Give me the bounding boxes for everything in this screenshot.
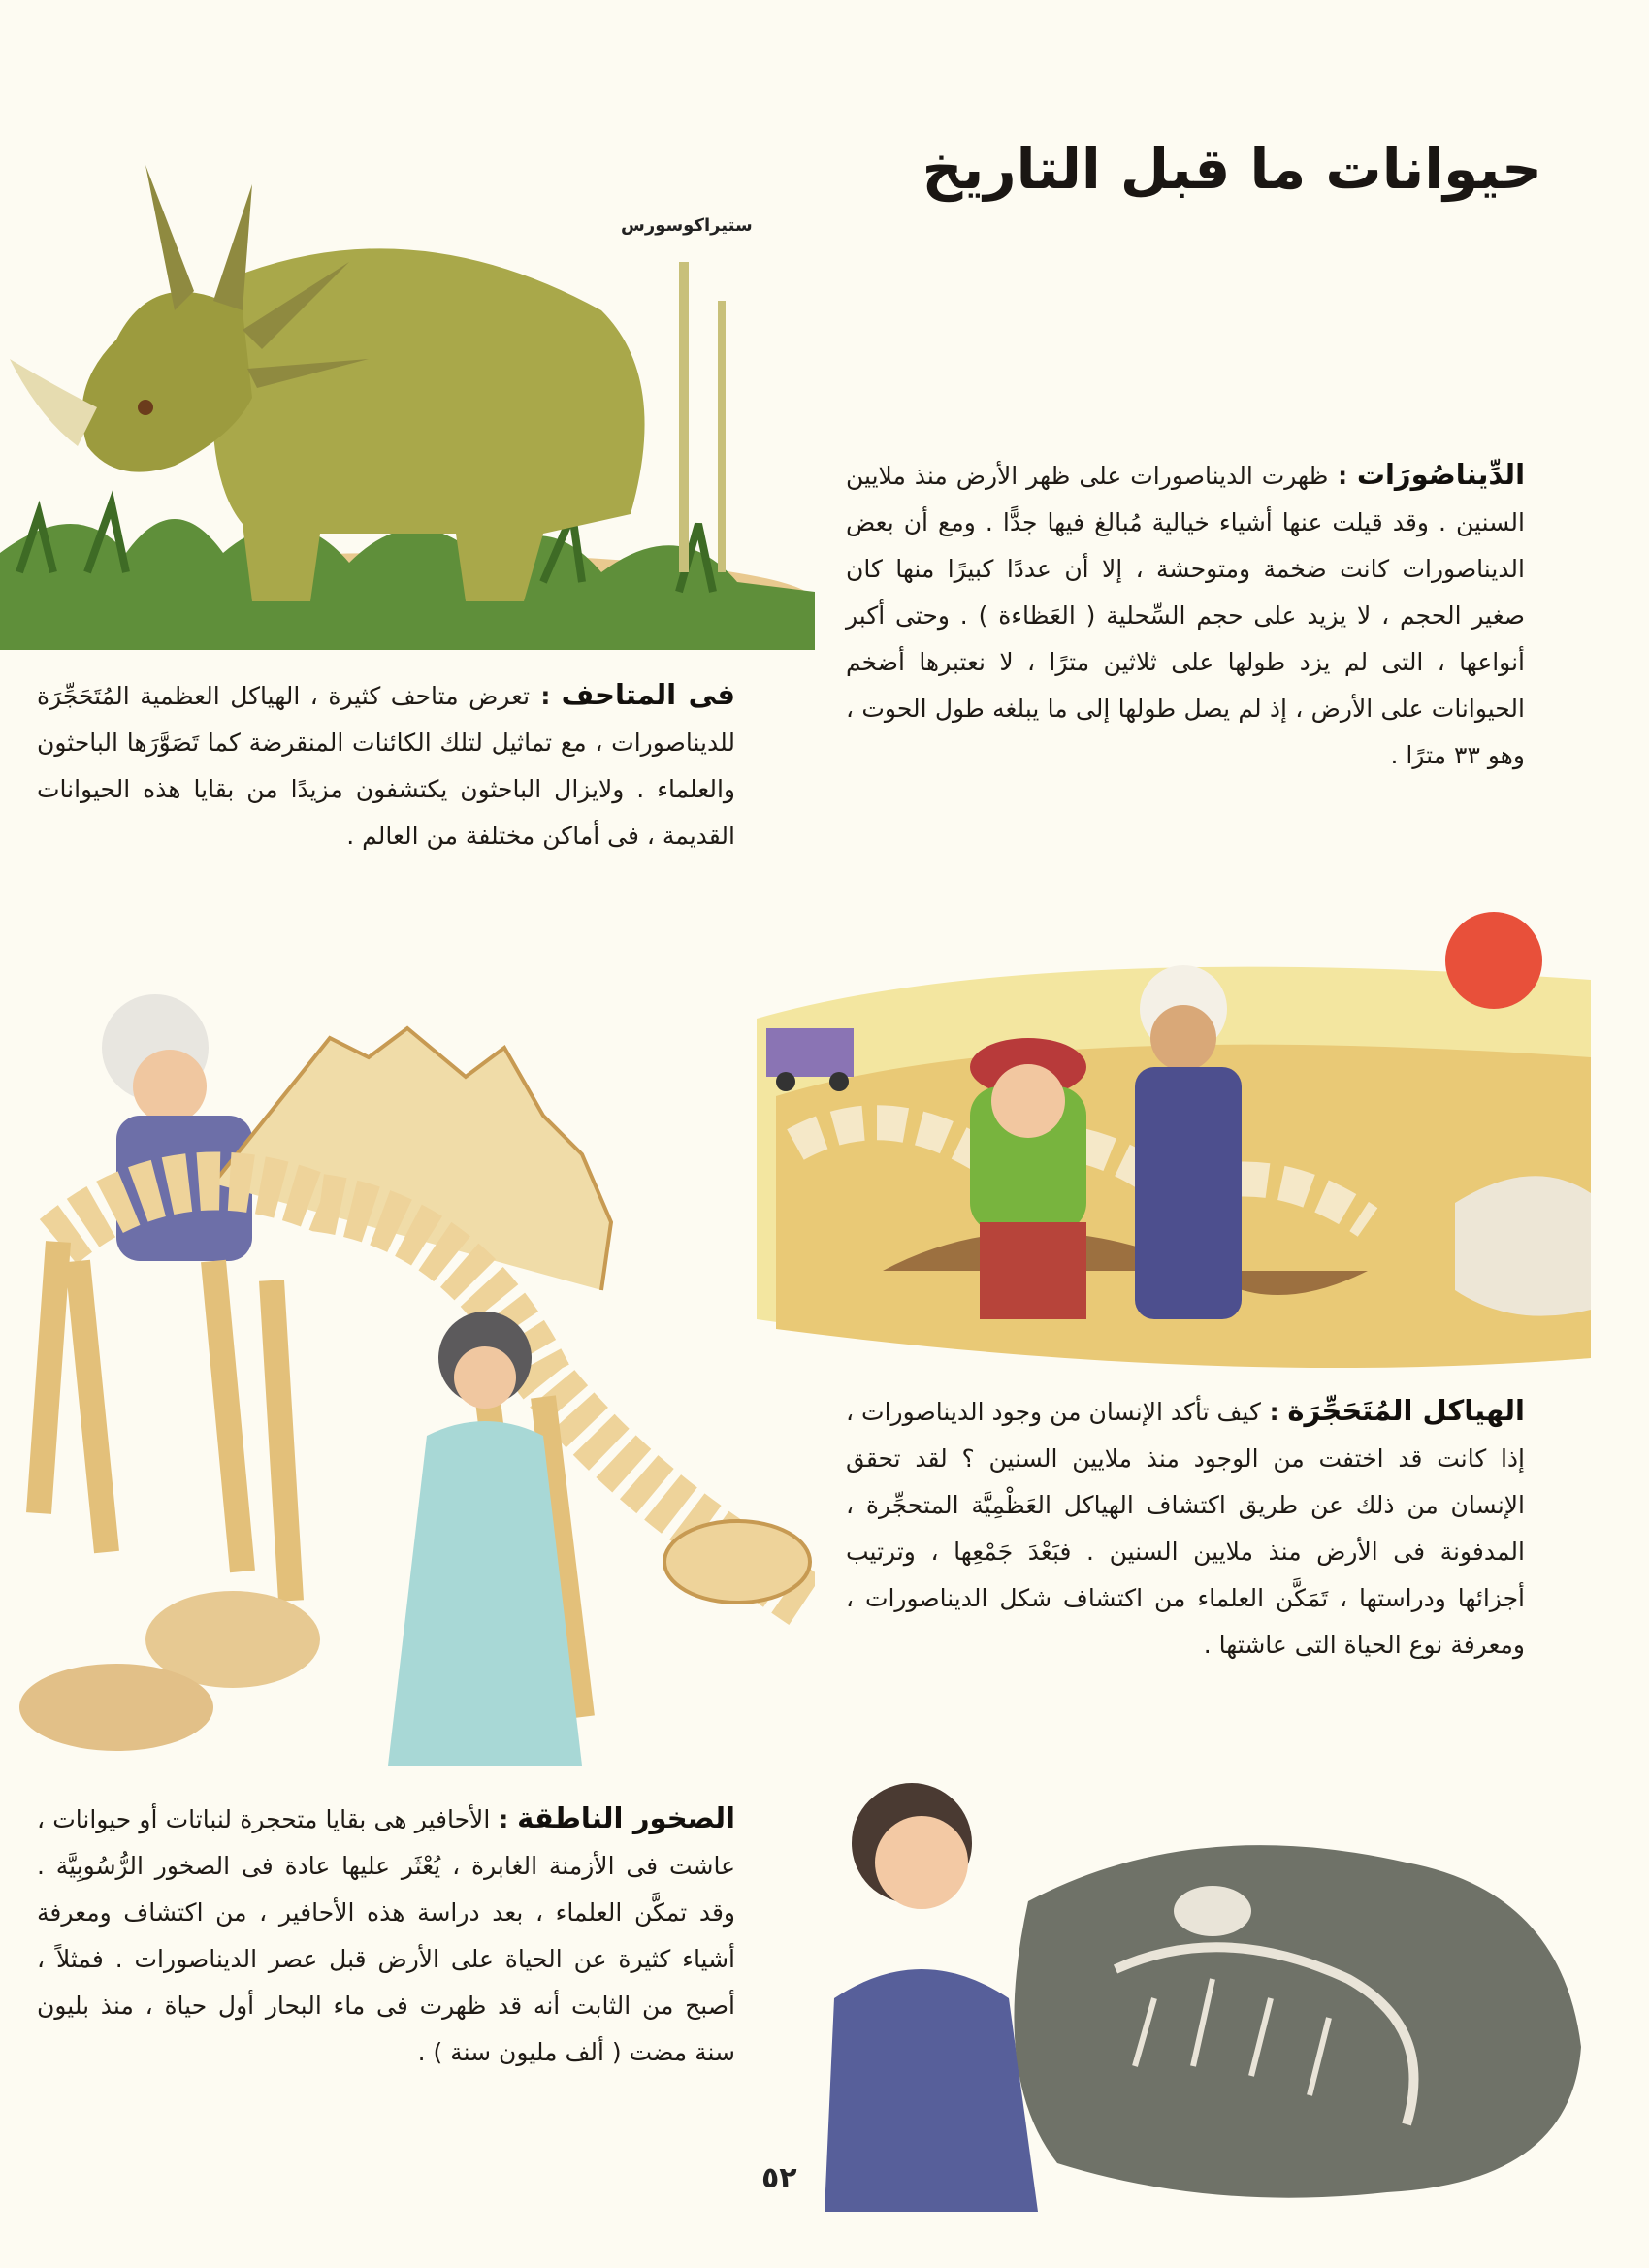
- section-body-fossil-skeletons: كيف تأكد الإنسان من وجود الديناصورات ، إذا كانت قد اختفت من الوجود منذ ملايين السنين ؟ لقد تحقق الإنسان من ذلك عن طريق اكتشاف الهياكل العَظْمِيَّة المتحجِّرة ، المدفونة فى الأرض منذ ملايين السنين . فبَعْدَ جَمْعِها ، وترتيب أجزائها ودراستها ، تَمَكَّن العلماء من اكتشاف شكل الديناصورات ، ومعرفة نوع الحياة التى عاشتها .: [846, 1398, 1525, 1659]
- page-title: حيوانات ما قبل التاريخ: [922, 136, 1542, 202]
- section-heading-speaking-rocks: الصخور الناطقة: [517, 1801, 736, 1834]
- section-museums: [37, 671, 735, 859]
- section-heading-dinosaurs: الدِّيناصُورَات: [1356, 458, 1526, 491]
- section-speaking-rocks: [37, 1795, 735, 2076]
- section-fossil-skeletons: [846, 1387, 1525, 1669]
- section-heading-museums: فى المتاحف: [561, 678, 735, 711]
- heading-colon: :: [490, 1805, 518, 1833]
- fossil-stone-illustration: [805, 1756, 1610, 2212]
- excavation-illustration: [737, 902, 1610, 1387]
- section-heading-fossil-skeletons: الهياكل المُتَحَجِّرَة: [1287, 1394, 1525, 1427]
- museum-skeleton-illustration: [0, 970, 815, 1785]
- heading-colon: :: [1260, 1398, 1288, 1426]
- section-body-speaking-rocks: الأحافير هى بقايا متحجرة لنباتات أو حيوانات ، عاشت فى الأزمنة الغابرة ، يُعْثَر عليها عادة فى الصخور الرُّسُوبِيَّة . وقد تمكَّن العلماء ، بعد دراسة هذه الأحافير ، من اكتشاف ومعرفة أشياء كثيرة عن الحياة على الأرض قبل عصر الديناصورات . فمثلاً ، أصبح من الثابت أنه قد ظهرت فى ماء البحار أول حياة ، منذ بليون سنة مضت ( ألف مليون سنة ) .: [37, 1805, 735, 2066]
- caption-styracosaurus: ستيراكوسورس: [621, 215, 753, 236]
- section-body-museums: تعرض متاحف كثيرة ، الهياكل العظمية المُتَحَجِّرَة للديناصورات ، مع تماثيل لتلك الكائنات المنقرضة كما تَصَوَّرَها الباحثون والعلماء . ولايزال الباحثون يكتشفون مزيدًا من بقايا هذه الحيوانات القديمة ، فى أماكن مختلفة من العالم .: [37, 682, 735, 850]
- section-body-dinosaurs: ظهرت الديناصورات على ظهر الأرض منذ ملايين السنين . وقد قيلت عنها أشياء خيالية مُبالغ فيها جدًّا . ومع أن بعض الديناصورات كانت ضخمة ومتوحشة ، إلا أن عددًا كبيرًا منها كان صغير الحجم ، لا يزيد على حجم السِّحلية ( العَظاءة ) . وحتى أكبر أنواعها ، التى لم يزد طولها على ثلاثين مترًا ، لا نعتبرها أضخم الحيوانات على الأرض ، إذ لم يصل طولها إلى ما يبلغه طول الحوت ، وهو ٣٣ مترًا .: [846, 462, 1525, 769]
- heading-colon: :: [530, 682, 562, 710]
- page-number: ٥٢: [761, 2161, 797, 2195]
- heading-colon: :: [1328, 462, 1357, 490]
- section-dinosaurs: [846, 451, 1525, 779]
